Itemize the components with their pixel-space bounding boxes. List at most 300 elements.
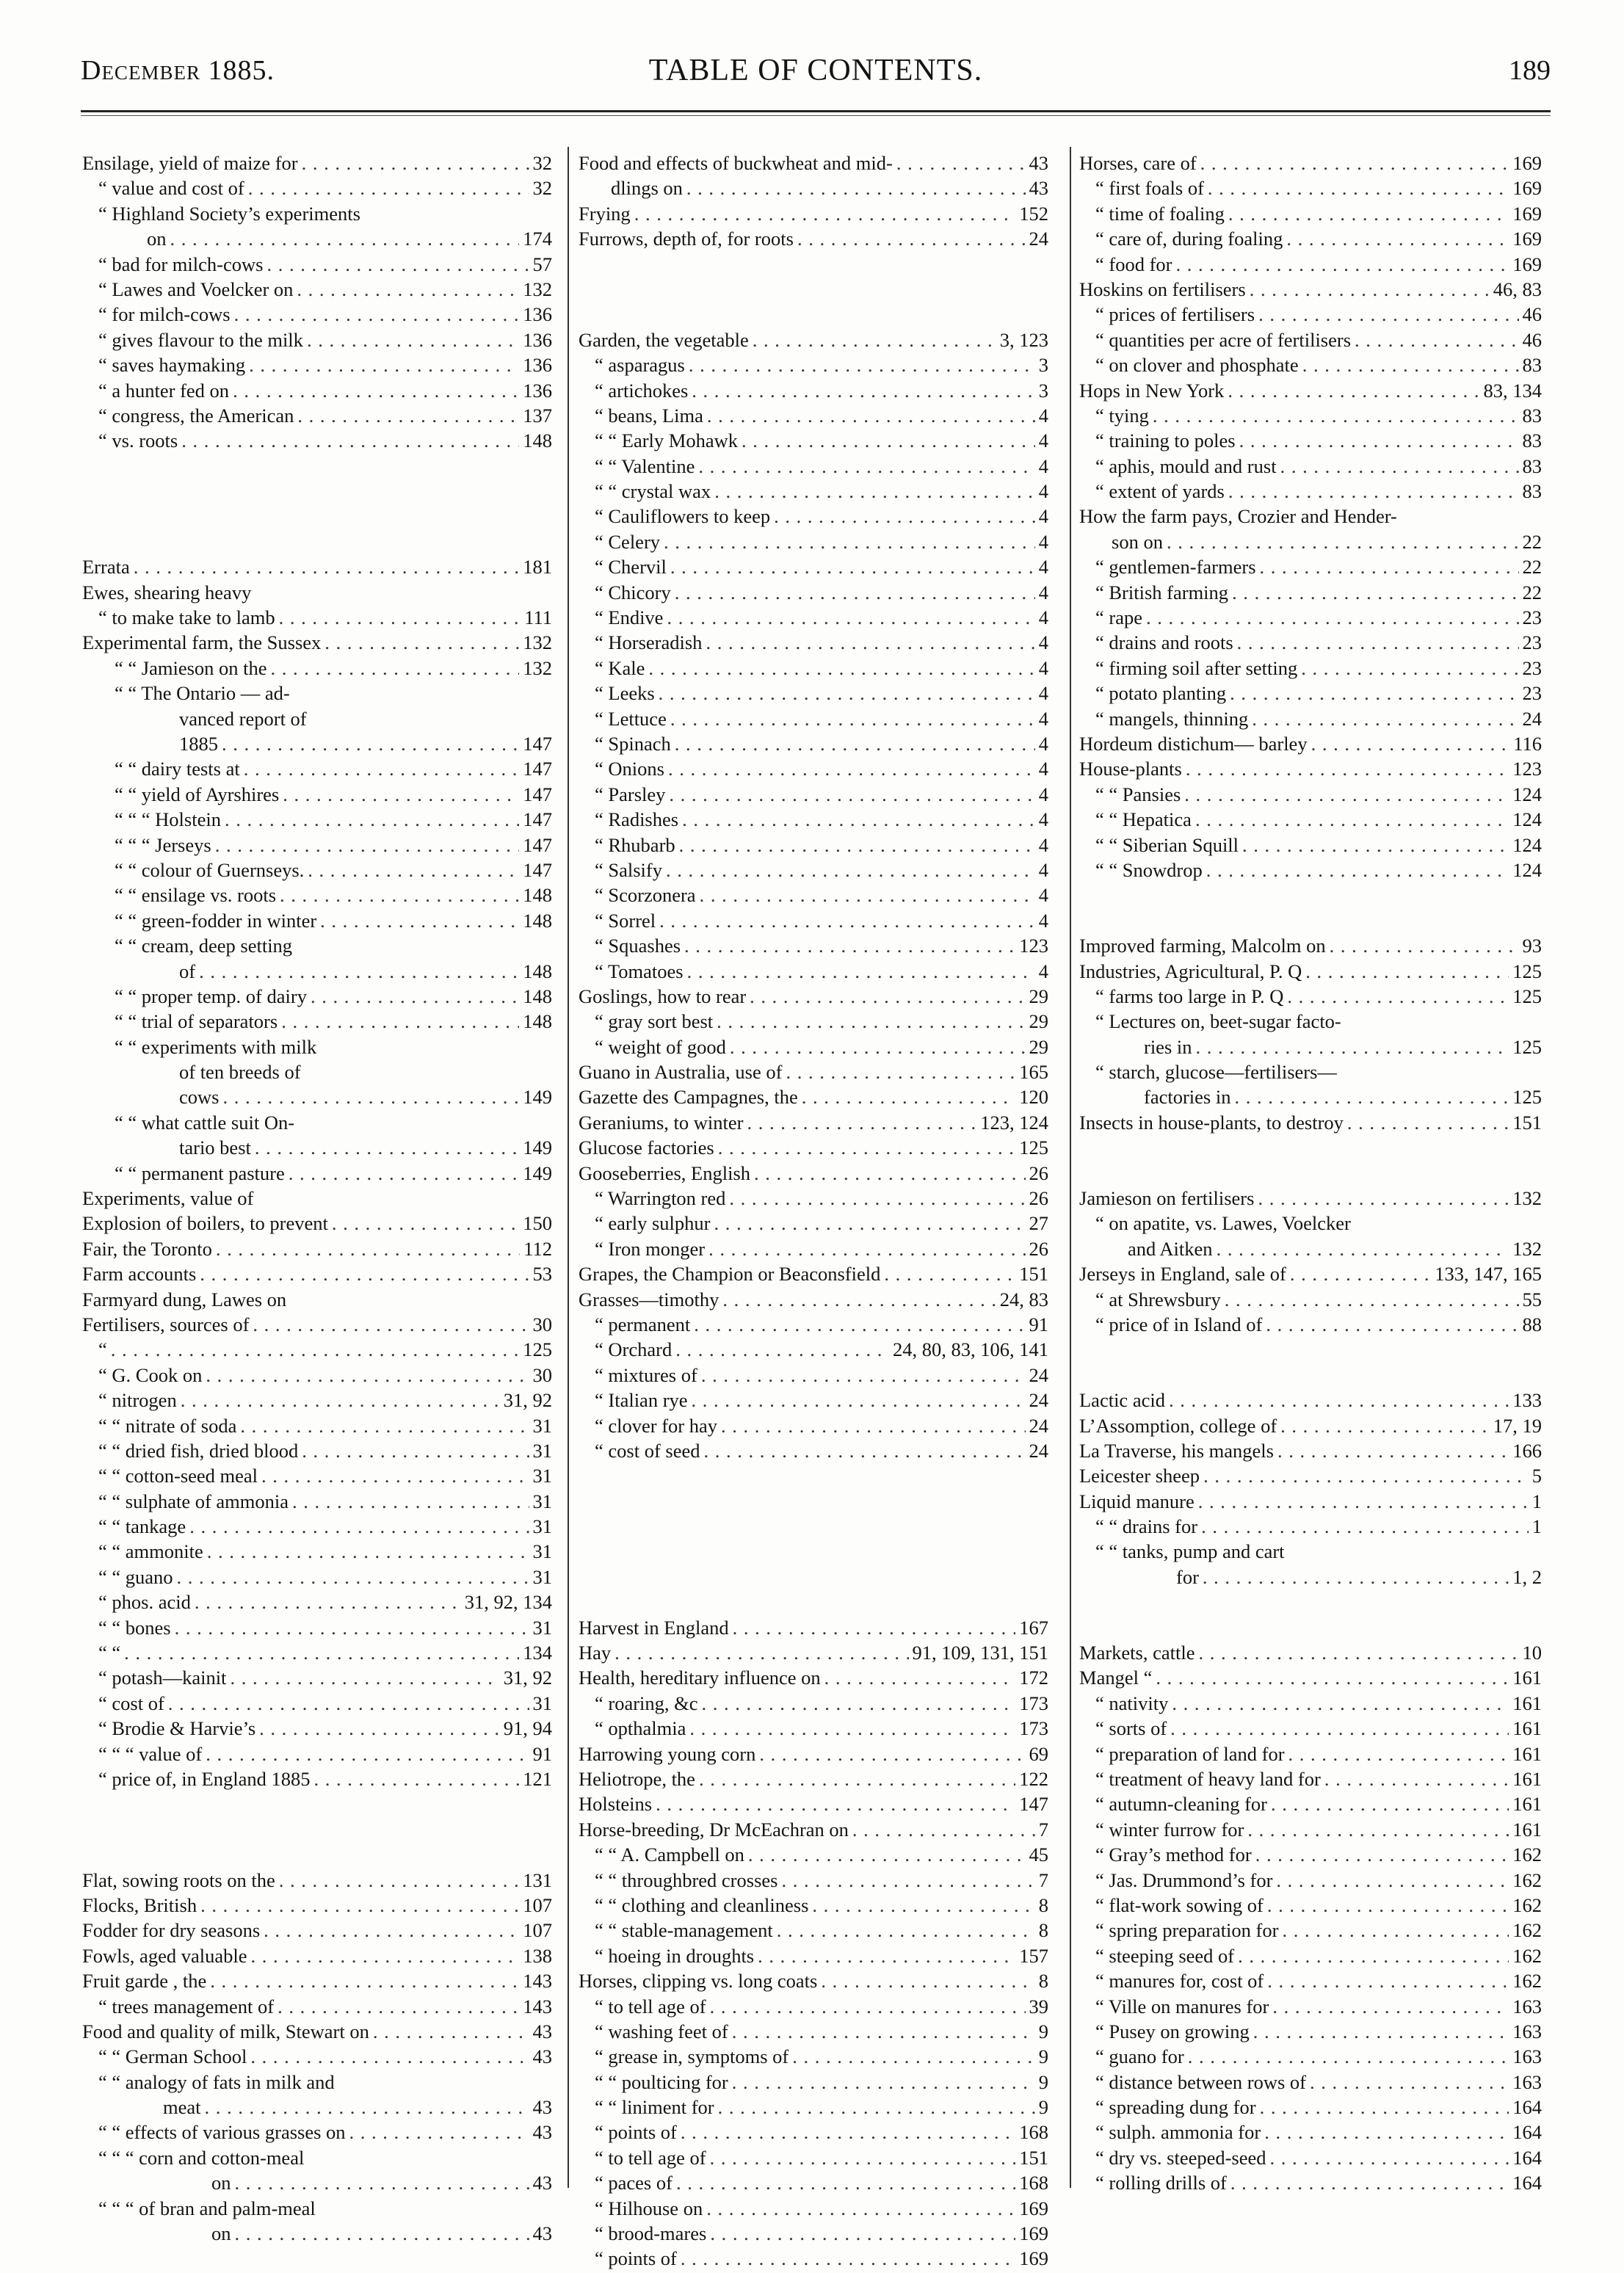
toc-entry bbox=[1079, 1766, 1542, 1791]
dot-leader bbox=[292, 1489, 529, 1514]
dot-leader bbox=[175, 1615, 529, 1640]
toc-entry bbox=[82, 984, 552, 1009]
toc-entry-page: 132 bbox=[523, 278, 552, 300]
toc-entry-page: 43 bbox=[1029, 177, 1048, 200]
toc-entry-text: 1885 bbox=[179, 732, 218, 755]
toc-entry bbox=[579, 151, 1048, 175]
toc-entry-text: “ permanent bbox=[595, 1313, 691, 1335]
dot-leader bbox=[1153, 403, 1519, 428]
toc-entry bbox=[579, 226, 1048, 251]
header-rule-thin bbox=[81, 115, 1551, 116]
toc-entry-page: 151 bbox=[1512, 1111, 1542, 1134]
dot-leader bbox=[896, 151, 1026, 175]
toc-entry-text: “ Highland Society’s experiments bbox=[98, 202, 360, 225]
toc-entry-page: 17, 19 bbox=[1493, 1414, 1542, 1437]
toc-entry-text: Guano in Australia, use of bbox=[579, 1061, 783, 1084]
toc-entry-page: 31 bbox=[532, 1692, 552, 1714]
toc-entry-text: factories in bbox=[1144, 1086, 1231, 1109]
toc-entry-text: Mangel “ bbox=[1079, 1667, 1153, 1689]
dot-leader bbox=[206, 1363, 529, 1388]
toc-entry bbox=[579, 378, 1048, 403]
dot-leader bbox=[1253, 2019, 1509, 2044]
dot-leader bbox=[812, 1893, 1034, 1918]
toc-entry-page: 147 bbox=[523, 808, 552, 831]
toc-entry-page: 9 bbox=[1038, 2045, 1048, 2068]
toc-entry-text: “ farms too large in P. Q bbox=[1095, 985, 1284, 1007]
toc-entry bbox=[82, 2019, 552, 2044]
toc-entry-text: “ Lettuce bbox=[595, 707, 667, 730]
toc-entry-text: “ autumn-cleaning for bbox=[1095, 1793, 1267, 1816]
toc-entry bbox=[579, 1766, 1048, 1791]
toc-entry-page: 174 bbox=[523, 228, 552, 250]
dot-leader bbox=[676, 2170, 1015, 2195]
dot-leader bbox=[714, 479, 1035, 504]
toc-entry-text: “ Ville on manures for bbox=[1095, 1995, 1269, 2018]
dot-leader bbox=[253, 1312, 529, 1337]
toc-entry-text: “ “ guano bbox=[98, 1565, 173, 1588]
toc-entry-page: 4 bbox=[1038, 732, 1048, 755]
toc-entry-page: 4 bbox=[1038, 581, 1048, 603]
toc-entry-text: Experiments, value of bbox=[82, 1187, 254, 1210]
dot-leader bbox=[754, 1161, 1025, 1186]
dot-leader bbox=[308, 858, 519, 882]
toc-entry-text: House-plants bbox=[1079, 758, 1182, 780]
toc-entry-text: “ Leeks bbox=[595, 682, 655, 705]
toc-entry-text: Explosion of boilers, to prevent bbox=[82, 1212, 328, 1235]
dot-leader bbox=[1276, 1868, 1509, 1893]
toc-entry bbox=[579, 327, 1048, 352]
toc-entry bbox=[82, 1084, 552, 1109]
toc-column-2 bbox=[579, 151, 1048, 2270]
toc-entry-page: 112 bbox=[523, 1237, 552, 1260]
toc-entry-page: 161 bbox=[1512, 1818, 1542, 1841]
dot-leader bbox=[1228, 201, 1509, 226]
toc-entry-page: 125 bbox=[1512, 960, 1542, 982]
dot-leader bbox=[667, 605, 1034, 630]
toc-entry-page: 125 bbox=[1512, 1086, 1542, 1109]
dot-leader bbox=[195, 1589, 461, 1614]
toc-entry bbox=[82, 1665, 552, 1690]
toc-entry-text: Hay bbox=[579, 1642, 612, 1664]
toc-entry-text: “ guano for bbox=[1095, 2045, 1184, 2068]
toc-entry bbox=[82, 378, 552, 403]
toc-entry-page: 91, 94 bbox=[503, 1717, 552, 1740]
toc-entry-text: Lactic acid bbox=[1079, 1389, 1165, 1412]
toc-entry-text: “ cost of bbox=[98, 1692, 164, 1714]
toc-entry-page: 27 bbox=[1029, 1212, 1048, 1235]
toc-entry-page: 148 bbox=[523, 985, 552, 1007]
toc-entry-text: Garden, the vegetable bbox=[579, 328, 749, 351]
dot-leader bbox=[255, 1135, 519, 1160]
toc-entry-text: Jamieson on fertilisers bbox=[1079, 1187, 1255, 1210]
toc-entry-text: “ a hunter fed on bbox=[98, 379, 230, 402]
toc-entry-text: Farm accounts bbox=[82, 1263, 197, 1286]
toc-entry-text: Glucose factories bbox=[579, 1136, 714, 1159]
toc-entry-page: 91 bbox=[532, 1742, 552, 1765]
toc-entry-text: for bbox=[1176, 1565, 1199, 1588]
toc-entry-page: 163 bbox=[1512, 1995, 1542, 2018]
toc-entry-page: 124 bbox=[1512, 783, 1542, 805]
dot-leader bbox=[1247, 1817, 1509, 1842]
toc-entry-text: Liquid manure bbox=[1079, 1490, 1195, 1512]
dot-leader bbox=[210, 1968, 519, 1993]
toc-entry-text: “ saves haymaking bbox=[98, 354, 246, 377]
toc-entry-text: “ vs. roots bbox=[98, 429, 178, 452]
toc-entry-page: 3 bbox=[1038, 354, 1048, 377]
dot-leader bbox=[689, 1716, 1015, 1741]
dot-leader bbox=[718, 1135, 1016, 1160]
toc-entry bbox=[1079, 1463, 1542, 1488]
toc-entry bbox=[82, 302, 552, 327]
toc-entry-text: Ewes, shearing heavy bbox=[82, 581, 252, 603]
dot-leader bbox=[297, 277, 519, 302]
dot-leader bbox=[1232, 580, 1518, 605]
toc-entry-page: 166 bbox=[1512, 1439, 1542, 1462]
dot-leader bbox=[1186, 756, 1509, 781]
toc-entry bbox=[579, 1741, 1048, 1766]
toc-spacer bbox=[579, 1589, 1048, 1614]
column-divider bbox=[1070, 147, 1071, 2188]
toc-entry-text: “ “ tankage bbox=[98, 1515, 186, 1538]
dot-leader bbox=[1272, 1994, 1509, 2019]
toc-entry-page: 26 bbox=[1029, 1161, 1048, 1184]
toc-entry-page: 4 bbox=[1038, 505, 1048, 528]
toc-entry-page: 31, 92 bbox=[503, 1667, 552, 1689]
toc-entry-text: Improved farming, Malcolm on bbox=[1079, 935, 1326, 957]
toc-entry-text: “ sorts of bbox=[1095, 1717, 1167, 1740]
toc-entry bbox=[1079, 504, 1542, 529]
toc-entry-text: “ price of in Island of bbox=[1095, 1313, 1263, 1335]
dot-leader bbox=[1280, 1413, 1490, 1438]
toc-entry bbox=[1079, 1110, 1542, 1135]
toc-entry-page: 7 bbox=[1038, 1818, 1048, 1841]
toc-entry bbox=[82, 858, 552, 882]
toc-entry bbox=[579, 175, 1048, 200]
toc-entry-text: Experimental farm, the Sussex bbox=[82, 631, 322, 654]
toc-entry bbox=[579, 2120, 1048, 2145]
toc-entry-text: “ “ “ Jerseys bbox=[115, 833, 211, 856]
dot-leader bbox=[134, 554, 520, 579]
dot-leader bbox=[240, 1413, 529, 1438]
toc-entry-page: 136 bbox=[523, 303, 552, 326]
toc-entry-text: Gooseberries, English bbox=[579, 1161, 751, 1184]
toc-entry-page: 22 bbox=[1522, 530, 1542, 553]
toc-entry-page: 149 bbox=[523, 1136, 552, 1159]
toc-entry-text: “ “ stable-management bbox=[595, 1919, 773, 1942]
toc-entry-text: son on bbox=[1112, 530, 1163, 553]
toc-entry-page: 83 bbox=[1522, 480, 1542, 503]
toc-entry-text: “ Rhubarb bbox=[595, 833, 675, 856]
toc-entry-text: tario best bbox=[179, 1136, 251, 1159]
dot-leader bbox=[669, 782, 1034, 807]
toc-entry-page: 121 bbox=[523, 1768, 552, 1790]
dot-leader bbox=[1355, 327, 1518, 352]
toc-entry-text: Industries, Agricultural, P. Q bbox=[1079, 960, 1302, 982]
dot-leader bbox=[702, 1691, 1016, 1716]
toc-entry-text: “ firming soil after setting bbox=[1095, 656, 1298, 679]
toc-entry bbox=[1079, 1817, 1542, 1842]
dot-leader bbox=[786, 1059, 1015, 1084]
toc-entry bbox=[82, 959, 552, 984]
toc-entry-text: Horse-breeding, Dr McEachran on bbox=[579, 1818, 849, 1841]
dot-leader bbox=[1305, 959, 1509, 984]
toc-entry bbox=[1079, 2019, 1542, 2044]
dot-leader bbox=[349, 2120, 529, 2145]
dot-leader bbox=[701, 1363, 1026, 1388]
dot-leader bbox=[280, 882, 519, 907]
toc-entry-page: 23 bbox=[1522, 606, 1542, 629]
toc-entry-page: 43 bbox=[532, 2045, 552, 2068]
toc-entry bbox=[1079, 1539, 1542, 1564]
dot-leader bbox=[884, 1261, 1015, 1286]
toc-entry-page: 148 bbox=[523, 429, 552, 452]
toc-entry-page: 143 bbox=[523, 1970, 552, 1993]
toc-entry-page: 132 bbox=[523, 656, 552, 679]
toc-entry-text: “ winter furrow for bbox=[1095, 1818, 1244, 1841]
toc-entry-text: “ “ “ Holstein bbox=[115, 808, 221, 831]
toc-entry-page: 4 bbox=[1038, 909, 1048, 932]
toc-entry bbox=[1079, 1084, 1542, 1109]
toc-entry bbox=[82, 226, 552, 251]
dot-leader bbox=[1172, 1691, 1509, 1716]
toc-entry-page: 55 bbox=[1522, 1288, 1542, 1310]
toc-entry bbox=[579, 882, 1048, 907]
toc-entry bbox=[579, 1413, 1048, 1438]
toc-entry bbox=[579, 605, 1048, 630]
toc-entry-text: “ cost of seed bbox=[595, 1439, 700, 1462]
toc-entry bbox=[1079, 1868, 1542, 1893]
toc-entry-text: “ Chervil bbox=[595, 556, 667, 579]
toc-entry-text: Jerseys in England, sale of bbox=[1079, 1263, 1286, 1286]
toc-entry-text: “ “ “ corn and cotton-meal bbox=[98, 2146, 305, 2169]
toc-entry bbox=[82, 1186, 552, 1211]
toc-entry-page: 150 bbox=[523, 1212, 552, 1235]
toc-entry bbox=[82, 1539, 552, 1564]
toc-entry-page: 148 bbox=[523, 909, 552, 932]
toc-entry-page: 24 bbox=[1029, 1439, 1048, 1462]
toc-entry-text: “ “ proper temp. of dairy bbox=[115, 985, 307, 1007]
toc-entry-page: 26 bbox=[1029, 1187, 1048, 1210]
toc-entry-page: 169 bbox=[1512, 228, 1542, 250]
toc-entry-text: Harrowing young corn bbox=[579, 1742, 756, 1765]
toc-entry bbox=[82, 630, 552, 655]
dot-leader bbox=[222, 1084, 519, 1109]
toc-entry bbox=[579, 2170, 1048, 2195]
toc-entry-page: 83 bbox=[1522, 404, 1542, 427]
dot-leader bbox=[758, 1943, 1015, 1968]
toc-entry-text: “ “ dairy tests at bbox=[115, 758, 240, 780]
toc-entry-text: “ “ A. Campbell on bbox=[595, 1844, 744, 1866]
toc-entry-page: 31 bbox=[532, 1490, 552, 1512]
toc-entry-text: “ “ Hepatica bbox=[1095, 808, 1192, 831]
toc-entry-page: 88 bbox=[1522, 1313, 1542, 1335]
toc-entry-text: “ Tomatoes bbox=[595, 960, 684, 982]
toc-entry-text: “ price of, in England 1885 bbox=[98, 1768, 311, 1790]
toc-entry-text: Flocks, British bbox=[82, 1893, 197, 1916]
toc-entry-text: on bbox=[211, 2172, 231, 2194]
dot-leader bbox=[634, 201, 1016, 226]
toc-entry bbox=[1079, 302, 1542, 327]
toc-entry bbox=[1079, 529, 1542, 554]
toc-entry-page: 24, 80, 83, 106, 141 bbox=[893, 1338, 1048, 1361]
dot-leader bbox=[177, 1565, 529, 1589]
toc-entry-text: “ for milch-cows bbox=[98, 303, 231, 326]
dot-leader bbox=[1302, 352, 1519, 377]
toc-entry-text: “ gray sort best bbox=[595, 1010, 714, 1033]
toc-entry bbox=[82, 782, 552, 807]
toc-entry-page: 46, 83 bbox=[1493, 278, 1542, 300]
toc-entry-page: 133, 147, 165 bbox=[1435, 1263, 1542, 1286]
dot-leader bbox=[1270, 2145, 1509, 2170]
toc-entry bbox=[579, 2070, 1048, 2095]
dot-leader bbox=[1258, 1186, 1509, 1211]
toc-entry-text: “ Spinach bbox=[595, 732, 671, 755]
toc-entry bbox=[82, 908, 552, 933]
toc-entry-text: “ bbox=[98, 1338, 107, 1361]
dot-leader bbox=[168, 1691, 529, 1716]
toc-entry bbox=[579, 1211, 1048, 1236]
toc-entry-text: Gazette des Campagnes, the bbox=[579, 1086, 798, 1109]
toc-entry bbox=[1079, 2170, 1542, 2195]
dot-leader bbox=[759, 1741, 1025, 1766]
toc-entry bbox=[82, 1716, 552, 1741]
dot-leader bbox=[1184, 782, 1509, 807]
toc-entry bbox=[1079, 1893, 1542, 1918]
toc-entry-page: 148 bbox=[523, 1010, 552, 1033]
toc-entry bbox=[579, 782, 1048, 807]
dot-leader bbox=[248, 175, 529, 200]
dot-leader bbox=[1230, 681, 1518, 706]
toc-entry-text: Harvest in England bbox=[579, 1616, 729, 1639]
toc-entry bbox=[1079, 175, 1542, 200]
dot-leader bbox=[753, 327, 996, 352]
toc-entry-text: “ rape bbox=[1095, 606, 1142, 629]
toc-entry bbox=[1079, 1791, 1542, 1816]
toc-entry bbox=[579, 933, 1048, 958]
toc-spacer bbox=[1079, 1589, 1542, 1614]
toc-entry-text: “ preparation of land for bbox=[1095, 1742, 1285, 1765]
toc-entry bbox=[82, 756, 552, 781]
toc-entry-text: “ “ green-fodder in winter bbox=[115, 909, 317, 932]
toc-entry bbox=[82, 1766, 552, 1791]
toc-entry-text: Heliotrope, the bbox=[579, 1768, 695, 1790]
dot-leader bbox=[170, 226, 520, 251]
toc-entry-text: “ extent of yards bbox=[1095, 480, 1225, 503]
toc-entry bbox=[1079, 1691, 1542, 1716]
toc-entry bbox=[82, 2221, 552, 2246]
toc-entry-text: Horses, care of bbox=[1079, 152, 1197, 174]
toc-entry-page: 161 bbox=[1512, 1742, 1542, 1765]
toc-entry-page: 23 bbox=[1522, 631, 1542, 654]
dot-leader bbox=[679, 833, 1035, 858]
toc-entry-page: 4 bbox=[1038, 631, 1048, 654]
toc-entry bbox=[1079, 1287, 1542, 1312]
toc-entry bbox=[1079, 352, 1542, 377]
toc-entry-page: 31 bbox=[532, 1465, 552, 1487]
toc-entry-text: “ Onions bbox=[595, 758, 664, 780]
toc-spacer bbox=[1079, 1615, 1542, 1640]
dot-leader bbox=[1286, 226, 1509, 251]
toc-entry bbox=[82, 1589, 552, 1614]
toc-entry-text: “ “ liniment for bbox=[595, 2096, 714, 2119]
dot-leader bbox=[704, 1438, 1026, 1463]
dot-leader bbox=[666, 858, 1035, 882]
toc-entry-page: 32 bbox=[532, 177, 552, 200]
toc-entry bbox=[82, 1059, 552, 1084]
dot-leader bbox=[1287, 984, 1509, 1009]
dot-leader bbox=[1146, 605, 1519, 630]
toc-entry bbox=[1079, 1059, 1542, 1084]
toc-entry-text: “ distance between rows of bbox=[1095, 2070, 1306, 2093]
dot-leader bbox=[686, 175, 1026, 200]
dot-leader bbox=[235, 2221, 529, 2246]
toc-entry bbox=[1079, 1994, 1542, 2019]
toc-entry bbox=[1079, 1312, 1542, 1337]
toc-entry-text: of bbox=[179, 960, 196, 982]
toc-entry bbox=[1079, 1211, 1542, 1236]
dot-leader bbox=[742, 428, 1035, 453]
toc-entry-text: “ Brodie & Harvie’s bbox=[98, 1717, 256, 1740]
toc-entry bbox=[82, 1261, 552, 1286]
toc-entry bbox=[1079, 2120, 1542, 2145]
toc-entry bbox=[579, 756, 1048, 781]
dot-leader bbox=[802, 1084, 1016, 1109]
toc-entry bbox=[579, 1236, 1048, 1261]
dot-leader bbox=[325, 630, 519, 655]
toc-entry-page: 107 bbox=[523, 1893, 552, 1916]
dot-leader bbox=[278, 1994, 519, 2019]
dot-leader bbox=[721, 1413, 1025, 1438]
toc-entry-page: 138 bbox=[523, 1944, 552, 1967]
toc-entry-page: 3, 123 bbox=[999, 328, 1048, 351]
toc-entry-text: “ “ cream, deep setting bbox=[115, 935, 293, 957]
toc-entry-text: “ “ permanent pasture bbox=[115, 1161, 285, 1184]
toc-column-1 bbox=[82, 151, 552, 2265]
dot-leader bbox=[747, 1110, 976, 1135]
toc-entry-text: “ “ sulphate of ammonia bbox=[98, 1490, 289, 1512]
toc-entry-page: 134 bbox=[523, 1642, 552, 1664]
toc-entry-page: 83 bbox=[1522, 429, 1542, 452]
toc-entry-text: “ “ throughbred crosses bbox=[595, 1868, 778, 1891]
toc-entry-text: “ aphis, mould and rust bbox=[1095, 454, 1277, 477]
dot-leader bbox=[200, 1261, 529, 1286]
dot-leader bbox=[1255, 1842, 1509, 1867]
dot-leader bbox=[708, 1236, 1025, 1261]
toc-entry-page: 147 bbox=[1019, 1793, 1048, 1816]
toc-entry-text: “ “ what cattle suit On- bbox=[115, 1111, 295, 1134]
toc-entry-page: 24 bbox=[1029, 1414, 1048, 1437]
toc-entry-text: “ Jas. Drummond’s for bbox=[1095, 1868, 1273, 1891]
dot-leader bbox=[792, 2044, 1035, 2069]
toc-entry-page: 167 bbox=[1019, 1616, 1048, 1639]
toc-entry bbox=[82, 1287, 552, 1312]
toc-entry-page: 152 bbox=[1019, 202, 1048, 225]
toc-entry bbox=[82, 352, 552, 377]
toc-spacer bbox=[1079, 1363, 1542, 1388]
dot-leader bbox=[700, 882, 1035, 907]
toc-entry-page: 8 bbox=[1038, 1919, 1048, 1942]
toc-entry-page: 125 bbox=[1512, 1035, 1542, 1058]
dot-leader bbox=[1156, 1665, 1509, 1690]
toc-entry-text: Food and effects of buckwheat and mid- bbox=[579, 152, 893, 174]
toc-spacer bbox=[1079, 1337, 1542, 1362]
toc-entry-text: “ “ colour of Guernseys. bbox=[115, 858, 305, 881]
dot-leader bbox=[656, 1791, 1015, 1816]
toc-entry bbox=[1079, 580, 1542, 605]
dot-leader bbox=[1264, 2120, 1509, 2145]
dot-leader bbox=[302, 151, 529, 175]
toc-entry-page: 161 bbox=[1512, 1717, 1542, 1740]
